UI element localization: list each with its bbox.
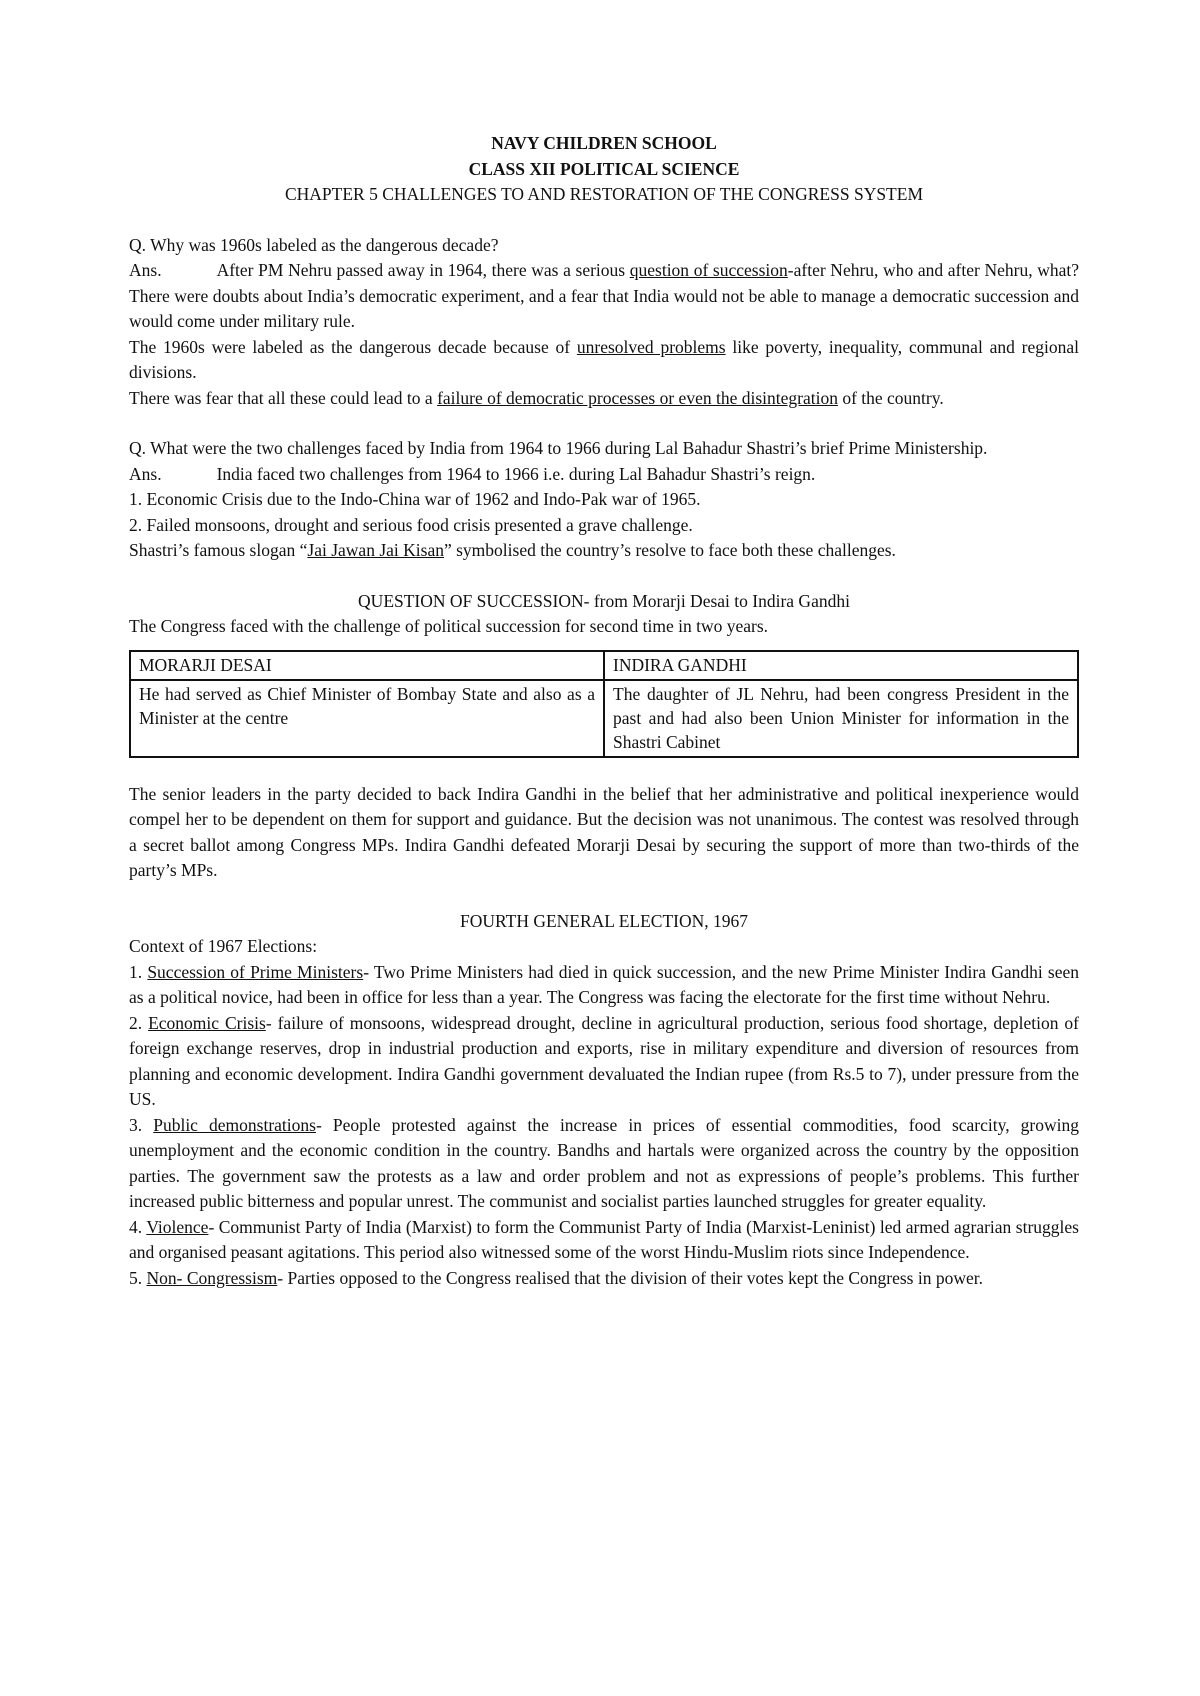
answer-2-intro <box>129 462 1079 488</box>
succession-heading: QUESTION OF SUCCESSION- from Morarji Desai to Indira Gandhi <box>358 590 850 611</box>
question-2: Q. What were the two challenges faced by India from 1964 to 1966 during Lal Bahadur Shastri’s brief Prime Ministership. <box>129 438 988 458</box>
answer-1-p2-text-b: like poverty, inequality, communal and regional divisions. <box>129 336 1080 382</box>
item-title: Non- Congressism <box>146 1267 278 1288</box>
answer-1-text-b: -after Nehru, who and after Nehru, what? There were doubts about India’s democratic experiment, and a fear that India would not be able to manage a democratic succession and would come under military rule. <box>129 260 1079 331</box>
list-item <box>129 1011 1079 1113</box>
answer-2-text: India faced two challenges from 1964 to 1966 i.e. during Lal Bahadur Shastri’s reign. <box>216 463 816 484</box>
table-row <box>130 680 1078 757</box>
election-heading: FOURTH GENERAL ELECTION, 1967 <box>460 910 748 931</box>
item-text: - People protested against the increase in prices of essential commodities, food scarcity, growing unemployment and the economic condition in the country. Bandhs and hartals were organized across the country by the opposition parties. The government saw the protests as a law and order problem and not as expressions of people’s problems. This further increased public bitterness and popular unrest. The communist and socialist parties launched struggles for greater equality. <box>129 1114 1080 1211</box>
answer-1-p3-text-a: There was fear that all these could lead to a <box>129 387 438 408</box>
succession-intro: The Congress faced with the challenge of political succession for second time in two years. <box>129 616 769 636</box>
answer-1-underline: question of succession <box>629 260 788 280</box>
list-item <box>129 1113 1079 1215</box>
item-number: 1. <box>129 961 148 982</box>
item-text: - failure of monsoons, widespread drought, decline in agricultural production, serious food shortage, depletion of foreign exchange reserves, drop in industrial production and exports, rise in military expenditure and diversion of resources from planning and economic development. Indira Gandhi government devaluated the Indian rupee (from Rs.5 to 7), under pressure from the US. <box>129 1012 1080 1109</box>
table-cell: The daughter of JL Nehru, had been congress President in the past and had also been Union Minister for information in the Shastri Cabinet <box>604 680 1078 757</box>
item-text: - Parties opposed to the Congress realised that the division of their votes kept the Congress in power. <box>277 1267 983 1288</box>
item-number: 3. <box>129 1114 154 1135</box>
comparison-table <box>129 650 1079 758</box>
answer-1-p3-text-b: of the country. <box>837 387 944 408</box>
list-item <box>129 1266 1079 1292</box>
answer-1-p3-underline: failure of democratic processes or even the disintegration <box>437 387 838 408</box>
item-number: 5. <box>129 1267 147 1288</box>
item-title: Succession of Prime Ministers <box>147 961 364 982</box>
item-text: - Two Prime Ministers had died in quick succession, and the new Prime Minister Indira Gandhi seen as a political novice, had been in office for less than a year. The Congress was facing the electorate for the first time without Nehru. <box>129 961 1080 1007</box>
item-title: Public demonstrations <box>153 1114 316 1135</box>
document-page <box>129 131 1079 1291</box>
table-header-row <box>130 651 1078 680</box>
item-title: Economic Crisis <box>148 1012 266 1033</box>
school-title: NAVY CHILDREN SCHOOL <box>491 133 717 153</box>
election-context: Context of 1967 Elections: <box>129 936 318 956</box>
answer-2-point-2: 2. Failed monsoons, drought and serious food crisis presented a grave challenge. <box>129 514 693 535</box>
answer-1-para-3 <box>129 386 1079 412</box>
slogan-para <box>129 538 1079 564</box>
item-text: - Communist Party of India (Marxist) to form the Communist Party of India (Marxist-Leninist) led armed agrarian struggles and organised peasant agitations. This period also witnessed some of the worst Hindu-Muslim riots since Independence. <box>129 1216 1079 1262</box>
item-number: 2. <box>129 1012 149 1033</box>
answer-1-p2-text-a: The 1960s were labeled as the dangerous decade because of <box>129 336 577 357</box>
answer-2-point-1: 1. Economic Crisis due to the Indo-China war of 1962 and Indo-Pak war of 1965. <box>129 489 701 509</box>
item-title: Violence <box>146 1216 209 1237</box>
answer-1-para-2 <box>129 335 1079 386</box>
list-item <box>129 960 1079 1011</box>
table-header-cell: INDIRA GANDHI <box>604 651 1078 680</box>
table-cell: He had served as Chief Minister of Bombay State and also as a Minister at the centre <box>130 680 604 757</box>
item-number: 4. <box>129 1216 147 1237</box>
slogan-text-b: ” symbolised the country’s resolve to face both these challenges. <box>443 540 896 560</box>
answer-1-para-1 <box>129 258 1079 335</box>
list-item <box>129 1215 1079 1266</box>
chapter-title: CHAPTER 5 CHALLENGES TO AND RESTORATION OF THE CONGRESS SYSTEM <box>284 184 923 204</box>
answer-label: Ans. <box>129 260 162 280</box>
slogan: Jai Jawan Jai Kisan <box>307 540 444 560</box>
answer-1-p2-underline: unresolved problems <box>576 336 726 357</box>
succession-paragraph: The senior leaders in the party decided to back Indira Gandhi in the belief that her administrative and political inexperience would compel her to be dependent on them for support and guidance. But the decision was not unanimous. The contest was resolved through a secret ballot among Congress MPs. Indira Gandhi defeated Morarji Desai by securing the support of more than two-thirds of the party’s MPs. <box>129 783 1079 880</box>
slogan-text-a: Shastri’s famous slogan “ <box>129 540 308 560</box>
class-title: CLASS XII POLITICAL SCIENCE <box>468 158 740 179</box>
table-header-cell: MORARJI DESAI <box>130 651 604 680</box>
answer-1-text-a: After PM Nehru passed away in 1964, there was a serious <box>216 260 630 280</box>
answer-label: Ans. <box>129 463 162 484</box>
question-1: Q. Why was 1960s labeled as the dangerous decade? <box>129 234 499 255</box>
